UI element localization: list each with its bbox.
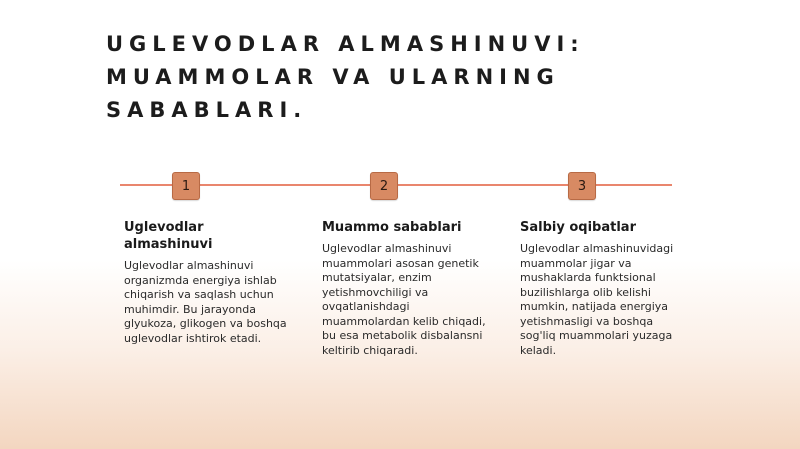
timeline-step-1 <box>124 219 294 346</box>
step-heading: Uglevodlar almashinuvi <box>124 220 213 252</box>
timeline-marker-2 <box>370 172 398 200</box>
step-description: Uglevodlar almashinuvi muammolari asosan genetik mutatsiyalar, enzim yetishmovchiligi va ovqatlanishdagi muammolardan kelib chiqadi, bu esa metabolik disbalansni keltirib chiqaradi. <box>322 242 486 357</box>
timeline-marker-number: 2 <box>379 178 389 194</box>
slide-title-line-2: MUAMMOLAR VA ULARNING <box>106 65 560 89</box>
timeline-marker-1 <box>172 172 200 200</box>
slide-title-line-3: SABABLARI. <box>106 98 308 122</box>
slide-title <box>106 28 746 127</box>
timeline-marker-3 <box>568 172 596 200</box>
timeline-step-3 <box>520 219 690 358</box>
step-description: Uglevodlar almashinuvi organizmda energiya ishlab chiqarish va saqlash uchun muhimdir. Bu jarayonda glyukoza, glikogen va boshqa uglevodlar ishtirok etadi. <box>124 259 287 345</box>
timeline-marker-number: 3 <box>577 178 587 194</box>
slide-title-line-1: UGLEVODLAR ALMASHINUVI: <box>106 32 585 56</box>
step-heading: Salbiy oqibatlar <box>520 220 636 235</box>
timeline-step-2 <box>322 219 492 358</box>
step-heading: Muammo sabablari <box>322 220 462 235</box>
timeline-marker-number: 1 <box>181 178 191 194</box>
step-description: Uglevodlar almashinuvidagi muammolar jigar va mushaklarda funktsional buzilishlarga olib kelishi mumkin, natijada energiya yetishmasligi va boshqa sog'liq muammolari yuzaga keladi. <box>520 242 674 357</box>
